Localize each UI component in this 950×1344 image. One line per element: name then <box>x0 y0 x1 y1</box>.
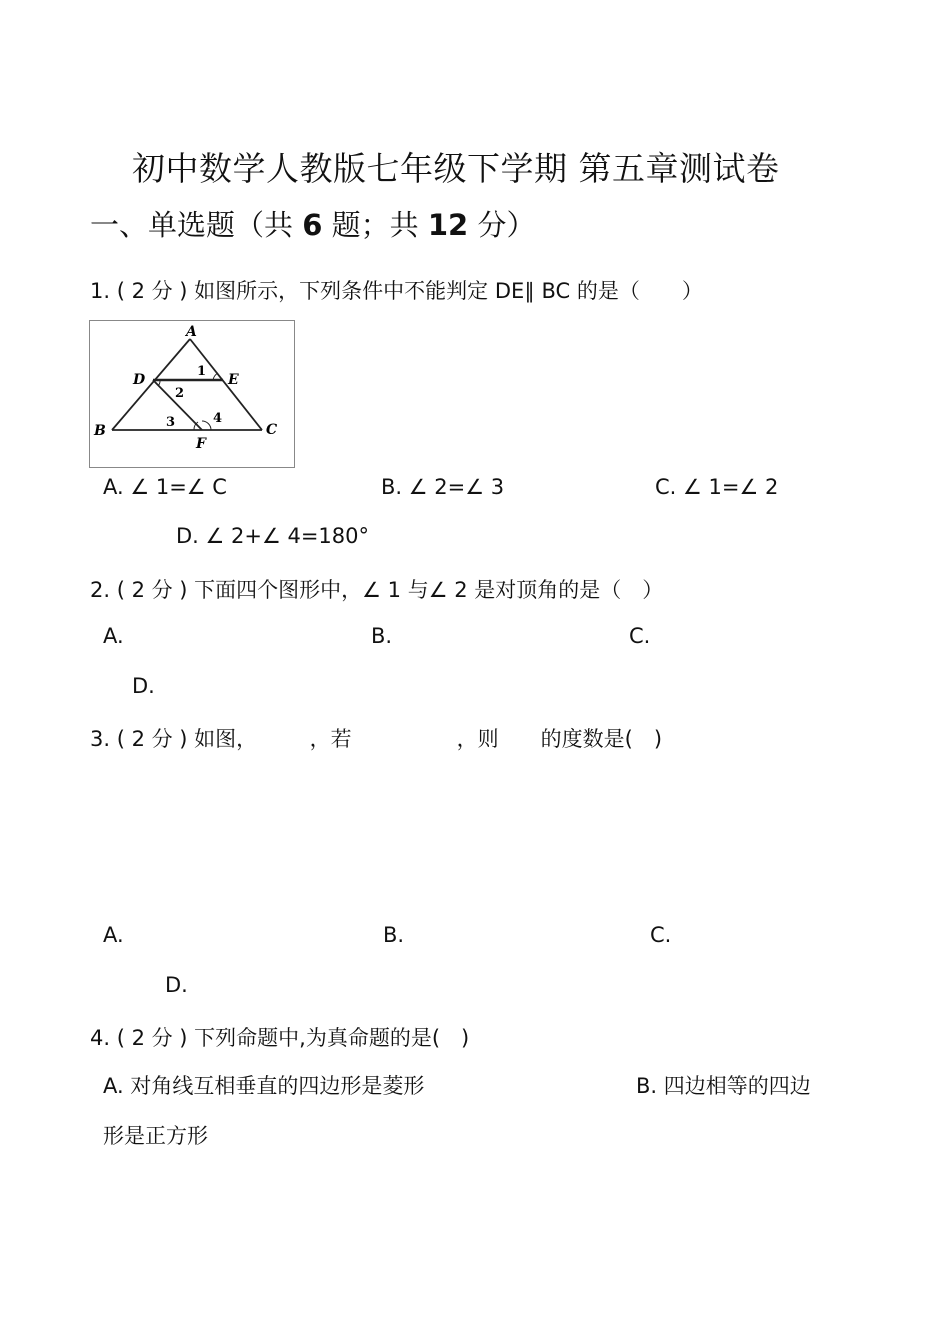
label-c: C <box>266 422 278 438</box>
section-heading <box>90 203 535 244</box>
label-d: D <box>133 372 146 388</box>
q3-option-c: C. <box>650 923 672 947</box>
question-1-stem: 1. ( 2 分 ) 如图所示，下列条件中不能判定 DE∥ BC 的是（ ） <box>90 279 703 303</box>
q3-option-d: D. <box>165 973 188 997</box>
label-e: E <box>228 372 239 388</box>
q4-option-a: A. 对角线互相垂直的四边形是菱形 <box>103 1074 425 1098</box>
triangle-figure <box>89 320 295 468</box>
question-4-stem: 4. ( 2 分 ) 下列命题中,为真命题的是( ) <box>90 1026 470 1050</box>
section-middle: 题；共 <box>331 208 419 242</box>
q2-option-a: A. <box>103 624 124 648</box>
q4-option-b: B. 四边相等的四边 <box>636 1074 811 1098</box>
q1-option-d: D. ∠ 2+∠ 4=180° <box>176 524 370 548</box>
section-count: 6 <box>302 208 323 242</box>
section-points: 12 <box>427 208 469 242</box>
page-title: 初中数学人教版七年级下学期 第五章测试卷 <box>132 149 780 188</box>
question-3-stem: 3. ( 2 分 ) 如图， ，若 ，则 的度数是( ) <box>90 727 663 751</box>
q1-option-c: C. ∠ 1=∠ 2 <box>655 475 779 499</box>
q1-option-b: B. ∠ 2=∠ 3 <box>381 475 505 499</box>
angle-3-label: 3 <box>166 415 176 430</box>
q1-option-a: A. ∠ 1=∠ C <box>103 475 227 499</box>
q2-option-d: D. <box>132 674 155 698</box>
q3-option-b: B. <box>383 923 405 947</box>
q2-option-b: B. <box>371 624 393 648</box>
label-f: F <box>196 436 206 452</box>
section-prefix: 一、单选题（共 <box>90 208 294 242</box>
label-a: A <box>186 324 197 340</box>
angle-2-label: 2 <box>175 386 185 401</box>
angle-1-label: 1 <box>197 364 207 379</box>
q4-option-b-continued: 形是正方形 <box>103 1124 208 1148</box>
angle-4-label: 4 <box>213 411 223 426</box>
triangle-diagram <box>90 321 294 467</box>
section-suffix: 分） <box>477 208 536 242</box>
question-2-stem: 2. ( 2 分 ) 下面四个图形中，∠ 1 与∠ 2 是对顶角的是（ ） <box>90 578 664 602</box>
label-b: B <box>94 423 106 439</box>
q3-option-a: A. <box>103 923 124 947</box>
q2-option-c: C. <box>629 624 651 648</box>
